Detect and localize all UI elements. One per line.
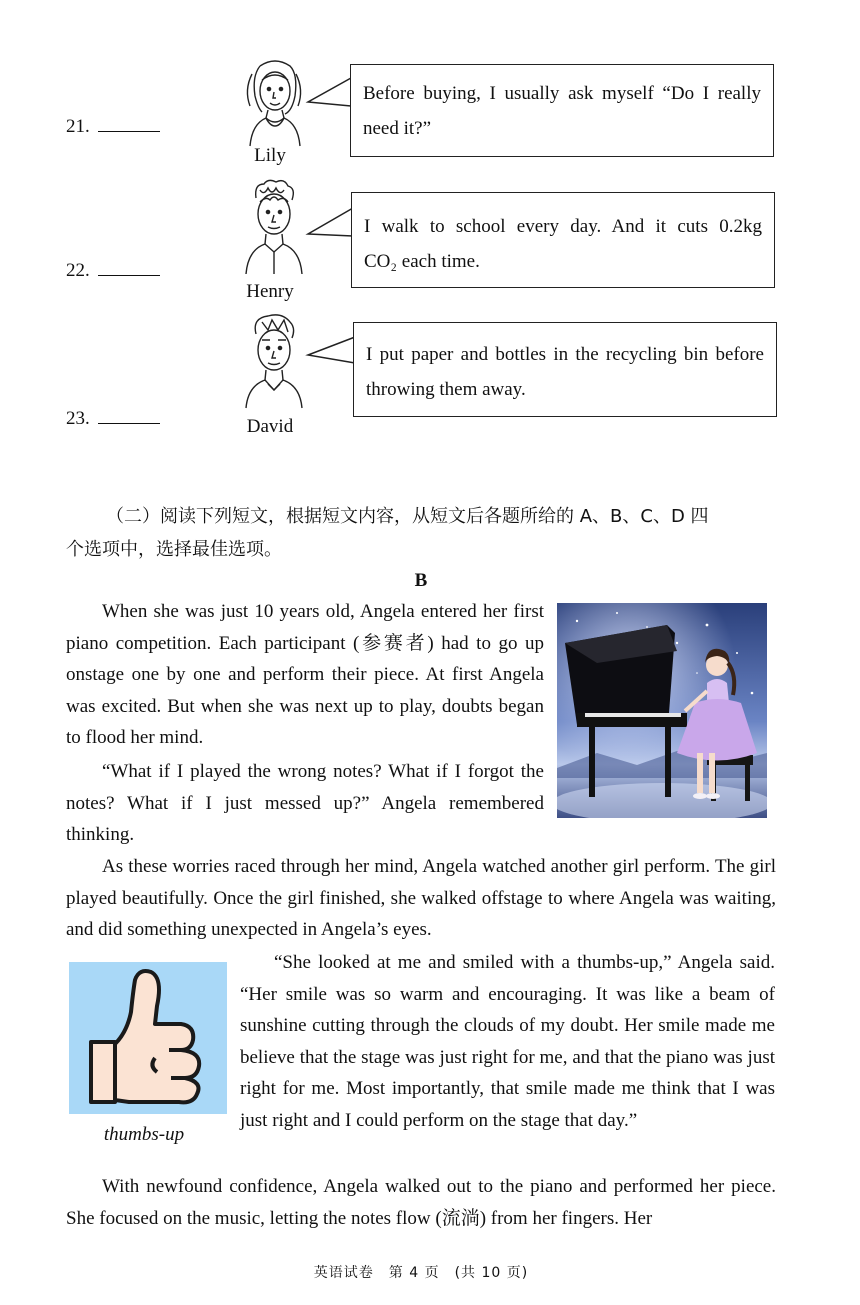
- paragraph-4: [230, 947, 775, 1137]
- thumbs-up-caption: thumbs-up: [103, 1124, 185, 1145]
- speech-tail: [306, 206, 356, 246]
- speech-text: Before buying, I usually ask myself “Do I really need it?”: [363, 83, 761, 139]
- speech-bubble-henry: [351, 192, 775, 288]
- character-name-david: David: [246, 416, 294, 437]
- paragraph-5: With newfound confidence, Angela walked out to the piano and performed her piece. She focused on the music, letting the notes flow (流淌) from her fingers. Her: [66, 1176, 776, 1229]
- speech-bubble-lily: [350, 64, 774, 157]
- question-21: [66, 116, 160, 138]
- section-heading-line: （二）阅读下列短文，根据短文内容，从短文后各题所给的 A、B、C、D 四: [106, 506, 709, 527]
- character-name-henry: Henry: [246, 281, 294, 302]
- speech-tail: [306, 76, 356, 116]
- question-number: 23.: [66, 408, 90, 429]
- answer-blank[interactable]: [98, 261, 160, 276]
- section-heading-line: 个选项中，选择最佳选项。: [66, 539, 282, 560]
- character-name-lily: Lily: [254, 145, 286, 166]
- speech-text: CO₂ each time.: [364, 251, 480, 272]
- paragraph-2: “What if I played the wrong notes? What if I forgot the notes? What if I just messed up?” Angela remembered thinking.: [66, 761, 544, 846]
- speech-tail: [306, 335, 358, 375]
- answer-blank[interactable]: [98, 409, 160, 424]
- question-number: 21.: [66, 116, 90, 137]
- paragraph-3: As these worries raced through her mind, Angela watched another girl perform. The girl played beautifully. Once the girl finished, she walked offstage to where Angela was waiting, and did something unexpected in Angela’s eyes.: [66, 856, 776, 941]
- section-heading: [66, 500, 778, 566]
- passage-label: B: [414, 570, 428, 591]
- question-22: [66, 260, 160, 282]
- paragraph-1: When she was just 10 years old, Angela entered her first piano competition. Each participant (参赛者) had to go up onstage one by one and perform their piece. At first Angela was excited. But when she was next up to play, doubts began to flood her mind.: [66, 601, 544, 749]
- question-23: [66, 408, 160, 430]
- answer-blank[interactable]: [98, 117, 160, 132]
- lily-portrait: [240, 56, 310, 146]
- david-portrait: [238, 312, 308, 408]
- paragraph-4-text: “She looked at me and smiled with a thumbs-up,” Angela said. “Her smile was so warm and encouraging. It was like a beam of sunshine cutting through the clouds of my doubt. Her smile made me believe that the stage was just right for me, and that the piano was just right for me. Most importantly, that smile made me think that I was just right and I could perform on the stage that day.”: [240, 952, 775, 1131]
- speech-bubble-david: [353, 322, 777, 417]
- speech-text: I walk to school every day. And it cuts 0.2kg: [364, 216, 762, 237]
- speech-text: I put paper and bottles in the recycling bin before throwing them away.: [366, 344, 764, 400]
- question-number: 22.: [66, 260, 90, 281]
- henry-portrait: [238, 178, 308, 274]
- page-footer: 英语试卷 第 4 页 (共 10 页): [313, 1265, 529, 1281]
- thumbs-up-image: [69, 962, 227, 1114]
- piano-girl-image: [557, 603, 767, 818]
